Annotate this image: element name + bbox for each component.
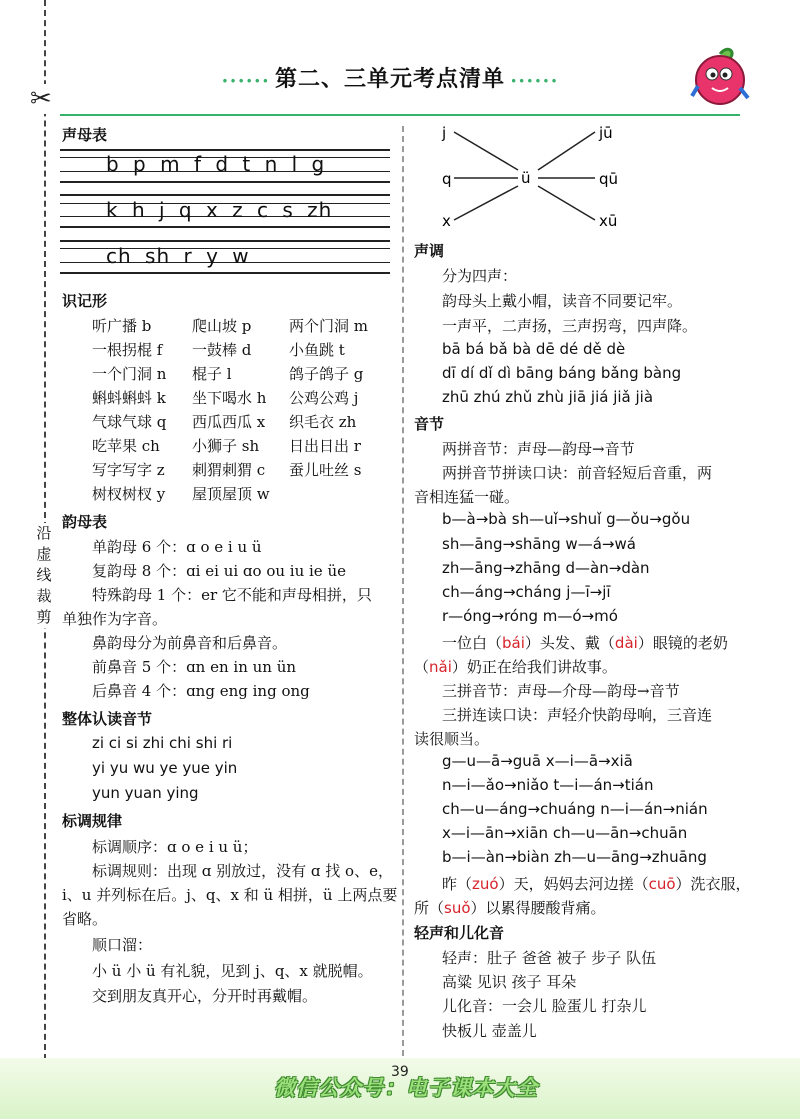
memory-cell: 蝌蚪蝌蚪 k bbox=[92, 389, 166, 407]
pinyin-annotation: bái bbox=[502, 634, 525, 652]
memory-cell: 一根拐棍 f bbox=[92, 341, 163, 359]
memory-cell: 写字写字 z bbox=[92, 461, 165, 479]
apple-mascot-icon bbox=[690, 46, 750, 108]
staff-line bbox=[60, 226, 390, 228]
three-syllable-line: n—i—ǎo→niǎo t—i—án→tián bbox=[442, 776, 654, 794]
memory-heading: 识记形 bbox=[62, 292, 108, 310]
diagram-right-ju: jū bbox=[599, 124, 613, 142]
sentence-text: 所（ bbox=[414, 899, 445, 917]
three-syllable-line: 三拼音节：声母—介母—韵母→音节 bbox=[442, 682, 680, 700]
initials-row: k h j q x z c s zh bbox=[106, 198, 333, 222]
light-tone-heading: 轻声和儿化音 bbox=[414, 924, 505, 942]
grandma-sentence-line1 bbox=[442, 632, 728, 653]
diagram-right-qu: qū bbox=[599, 170, 619, 188]
page-title: 第二、三单元考点清单 bbox=[274, 66, 505, 92]
diagram-left-x: x bbox=[442, 212, 451, 230]
light-tone-line: 高粱 见识 孩子 耳朵 bbox=[442, 973, 577, 991]
syllable-line: r—óng→róng m—ó→mó bbox=[442, 607, 618, 625]
syllable-line: sh—āng→shāng w—á→wá bbox=[442, 535, 636, 553]
title-dots-left: •••••• bbox=[221, 74, 270, 89]
finals-line: 单韵母 6 个：ɑ o e i u ü bbox=[92, 538, 262, 556]
memory-cell: 棍子 l bbox=[192, 365, 232, 383]
three-syllable-line: g—u—ā→guā x—i—ā→xiā bbox=[442, 752, 633, 770]
memory-cell: 屋顶屋顶 w bbox=[192, 485, 270, 503]
sentence-text: ）洗衣服， bbox=[675, 875, 751, 893]
syllable-line: b—à→bà sh—uǐ→shuǐ g—ǒu→gǒu bbox=[442, 510, 691, 528]
three-syllable-line: 三拼连读口诀：声轻介快韵母响，三音连 bbox=[442, 706, 713, 724]
footer-watermark: 微信公众号：电子课本大全 bbox=[274, 1076, 538, 1100]
title-underline bbox=[60, 114, 740, 116]
memory-cell: 鸽子鸽子 g bbox=[289, 365, 364, 383]
memory-cell: 气球气球 q bbox=[92, 413, 167, 431]
diagram-center: ü bbox=[521, 169, 531, 187]
memory-cell: 爬山坡 p bbox=[192, 317, 252, 335]
syllable-line: zh—āng→zhāng d—àn→dàn bbox=[442, 559, 650, 577]
finals-line: 单独作为字音。 bbox=[62, 610, 168, 628]
memory-cell: 听广播 b bbox=[92, 317, 152, 335]
finals-line: 鼻韵母分为前鼻音和后鼻音。 bbox=[92, 634, 288, 652]
staff-line bbox=[60, 194, 390, 196]
column-divider bbox=[402, 126, 404, 1056]
three-syllable-line: x—i—ān→xiān ch—u—ān→chuān bbox=[442, 824, 688, 842]
finals-line: 特殊韵母 1 个：er 它不能和声母相拼，只 bbox=[92, 586, 372, 604]
memory-cell: 织毛衣 zh bbox=[289, 413, 357, 431]
tone-line: 一声平，二声扬，三声拐弯，四声降。 bbox=[442, 317, 698, 335]
sentence-text: ）天，妈妈去河边搓（ bbox=[498, 875, 649, 893]
memory-cell: 两个门洞 m bbox=[289, 317, 368, 335]
tone-rule-heading: 标调规律 bbox=[62, 812, 123, 830]
memory-cell: 一鼓棒 d bbox=[192, 341, 252, 359]
initials-row: b p m f d t n l g bbox=[106, 152, 326, 176]
diagram-left-j: j bbox=[442, 124, 447, 142]
memory-cell: 一个门洞 n bbox=[92, 365, 167, 383]
syllable-line: 两拼音节拼读口诀：前音轻短后音重，两 bbox=[442, 464, 713, 482]
tone-rule-line: 顺口溜： bbox=[92, 936, 153, 954]
memory-cell: 蚕儿吐丝 s bbox=[289, 461, 362, 479]
light-tone-line: 快板儿 壶盖儿 bbox=[442, 1022, 537, 1040]
whole-syllables-row: zi ci si zhi chi shi ri bbox=[92, 734, 233, 752]
tone-line: dī dí dǐ dì bāng báng bǎng bàng bbox=[442, 364, 682, 382]
memory-cell: 刺猬刺猬 c bbox=[192, 461, 266, 479]
tone-rule-line: 交到朋友真开心，分开时再戴帽。 bbox=[92, 987, 318, 1005]
page-number: 39 bbox=[391, 1064, 409, 1080]
sentence-text: ）头发、戴（ bbox=[524, 634, 615, 652]
tone-rule-line: 标调顺序：ɑ o e i u ü； bbox=[92, 838, 258, 856]
pinyin-annotation: zuó bbox=[472, 875, 499, 893]
cut-note: 沿虚线裁剪 bbox=[32, 523, 56, 628]
finals-line: 前鼻音 5 个：ɑn en in un ün bbox=[92, 658, 297, 676]
tone-line: 韵母头上戴小帽，读音不同要记牢。 bbox=[442, 292, 683, 310]
light-tone-line: 儿化音：一会儿 脸蛋儿 打杂儿 bbox=[442, 997, 647, 1015]
whole-syllables-row: yun yuan ying bbox=[92, 784, 199, 802]
syllable-line: 音相连猛一碰。 bbox=[414, 488, 520, 506]
memory-cell: 西瓜西瓜 x bbox=[192, 413, 266, 431]
tone-line: 分为四声： bbox=[442, 267, 518, 285]
sentence-text: ）眼镜的老奶 bbox=[637, 634, 728, 652]
sentence-text: ）奶正在给我们讲故事。 bbox=[451, 658, 617, 676]
staff-line bbox=[60, 181, 390, 183]
title-block bbox=[220, 62, 560, 93]
memory-cell: 小狮子 sh bbox=[192, 437, 260, 455]
tone-heading: 声调 bbox=[414, 242, 445, 260]
diagram-left-q: q bbox=[442, 170, 452, 188]
memory-cell: 树杈树杈 y bbox=[92, 485, 166, 503]
three-syllable-line: 读很顺当。 bbox=[414, 730, 490, 748]
diagram-right-xu: xū bbox=[599, 212, 618, 230]
yesterday-sentence-line1 bbox=[442, 873, 751, 894]
tone-rule-line: 省略。 bbox=[62, 910, 108, 928]
scissors-icon: ✂ bbox=[30, 84, 52, 114]
memory-cell: 小鱼跳 t bbox=[289, 341, 345, 359]
syllable-line: ch—áng→cháng j—ī→jī bbox=[442, 583, 611, 601]
yesterday-sentence-line2 bbox=[414, 897, 606, 918]
memory-cell: 吃苹果 ch bbox=[92, 437, 160, 455]
whole-syllables-heading: 整体认读音节 bbox=[62, 710, 153, 728]
syllable-line: 两拼音节：声母—韵母→音节 bbox=[442, 440, 635, 458]
finals-line: 复韵母 8 个：ɑi ei ui ɑo ou iu ie üe bbox=[92, 562, 346, 580]
grandma-sentence-line2 bbox=[414, 656, 617, 677]
sentence-text: ）以累得腰酸背痛。 bbox=[470, 899, 606, 917]
sentence-text: 昨（ bbox=[442, 875, 473, 893]
initials-heading: 声母表 bbox=[62, 126, 108, 144]
memory-cell: 公鸡公鸡 j bbox=[289, 389, 359, 407]
sentence-text: 一位白（ bbox=[442, 634, 503, 652]
title-dots-right: •••••• bbox=[510, 74, 559, 89]
three-syllable-line: ch—u—áng→chuáng n—i—án→nián bbox=[442, 800, 708, 818]
tone-line: bā bá bǎ bà dē dé dě dè bbox=[442, 340, 626, 358]
pinyin-annotation: nǎi bbox=[429, 658, 452, 676]
light-tone-line: 轻声：肚子 爸爸 被子 步子 队伍 bbox=[442, 949, 657, 967]
whole-syllables-row: yi yu wu ye yue yin bbox=[92, 759, 238, 777]
tone-rule-line: 标调规则：出现 ɑ 别放过，没有 ɑ 找 o、e， bbox=[92, 862, 393, 880]
pinyin-annotation: cuō bbox=[648, 875, 676, 893]
syllable-heading: 音节 bbox=[414, 415, 445, 433]
pinyin-annotation: suǒ bbox=[444, 899, 471, 917]
tone-rule-line: 小 ü 小 ü 有礼貌，见到 j、q、x 就脱帽。 bbox=[92, 962, 373, 980]
memory-cell: 坐下喝水 h bbox=[192, 389, 267, 407]
staff-line bbox=[60, 240, 390, 242]
finals-line: 后鼻音 4 个：ɑng eng ing ong bbox=[92, 682, 310, 700]
tone-line: zhū zhú zhǔ zhù jiā jiá jiǎ jià bbox=[442, 388, 654, 406]
u-dots-diagram bbox=[420, 120, 640, 230]
sentence-text: （ bbox=[414, 658, 430, 676]
staff-line bbox=[60, 149, 390, 151]
pinyin-annotation: dài bbox=[614, 634, 638, 652]
initials-row: ch sh r y w bbox=[106, 244, 250, 268]
finals-heading: 韵母表 bbox=[62, 513, 108, 531]
memory-cell: 日出日出 r bbox=[289, 437, 361, 455]
three-syllable-line: b—i—àn→biàn zh—u—āng→zhuāng bbox=[442, 848, 707, 866]
tone-rule-line: i、u 并列标在后。j、q、x 和 ü 相拼，ü 上两点要 bbox=[62, 886, 398, 904]
staff-line bbox=[60, 272, 390, 274]
